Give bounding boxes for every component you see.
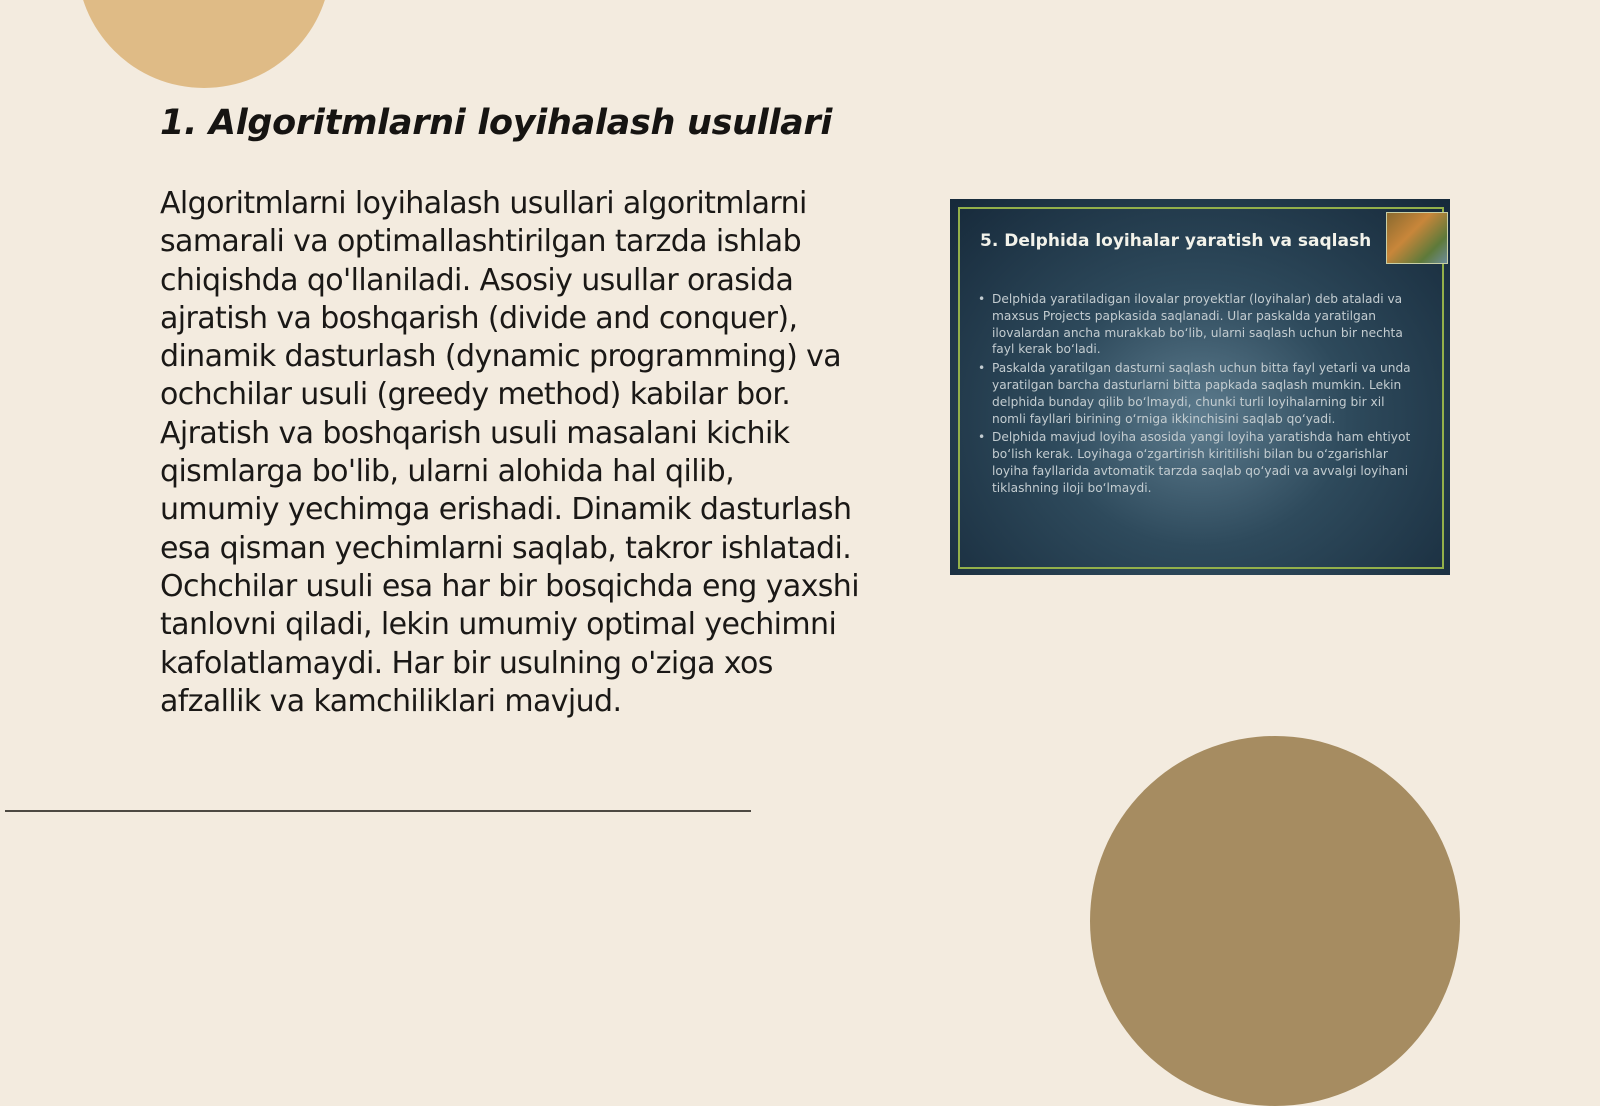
divider-line [5, 810, 751, 812]
slide-bullet-list [978, 291, 1418, 499]
slide-corner-picture [1386, 212, 1448, 264]
slide-bullet: • Delphida yaratiladigan ilovalar proyektlar (loyihalar) deb ataladi va maxsus Projects papkasida saqlanadi. Ular paskalda yaratilgan ilovalardan ancha murakkab bo‘lib, ularni saqlash uchun bir nechta fayl kerak bo‘ladi. [978, 291, 1418, 358]
slide-bullet: • Delphida mavjud loyiha asosida yangi loyiha yaratishda ham ehtiyot bo‘lish kerak. Loyihaga o‘zgartirish kiritilishi bilan bu o‘zgarishlar loyiha fayllarida avtomatik tarzda saqlab qo‘yadi va avvalgi loyihani tiklashning iloji bo‘lmaydi. [978, 429, 1418, 496]
decorative-circle-bottom [1090, 736, 1460, 1106]
page-title: 1. Algoritmlarni loyihalash usullari [160, 103, 833, 143]
slide-bullet: • Paskalda yaratilgan dasturni saqlash uchun bitta fayl yetarli va unda yaratilgan barcha dasturlarni bitta papkada saqlash mumkin. Lekin delphida bunday qilib bo‘lmaydi, chunki turli loyihalarning bir xil nomli fayllari birining o‘rniga ikkinchisini saqlab qo‘yadi. [978, 360, 1418, 427]
slide-image [950, 199, 1450, 575]
body-paragraph: Algoritmlarni loyihalash usullari algoritmlarni samarali va optimallashtirilgan tarzda ishlab chiqishda qo'llaniladi. Asosiy usullar orasida ajratish va boshqarish (divide and conquer), dinamik dasturlash (dynamic programming) va ochchilar usuli (greedy method) kabilar bor. Ajratish va boshqarish usuli masalani kichik qismlarga bo'lib, ularni alohida hal qilib, umumiy yechimga erishadi. Dinamik dasturlash esa qisman yechimlarni saqlab, takror ishlatadi. Ochchilar usuli esa har bir bosqichda eng yaxshi tanlovni qiladi, lekin umumiy optimal yechimni kafolatlamaydi. Har bir usulning o'ziga xos afzallik va kamchiliklari mavjud. [160, 186, 859, 719]
decorative-circle-top [77, 0, 331, 88]
slide-title: 5. Delphida loyihalar yaratish va saqlash [980, 231, 1372, 251]
